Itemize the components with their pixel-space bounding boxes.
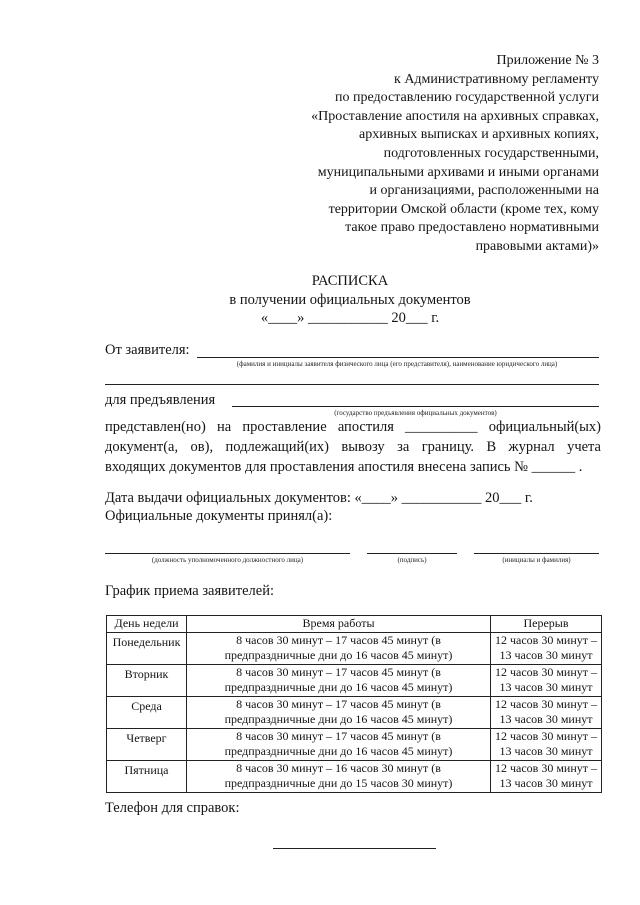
day-cell: Четверг (107, 728, 187, 760)
break-line: 12 часов 30 минут – (494, 696, 598, 711)
break-cell (491, 632, 602, 664)
table-header-row (107, 616, 602, 633)
header-line: «Проставление апостиля на архивных справках, (311, 108, 599, 124)
hours-line: предпраздничные дни до 16 часов 45 минут) (224, 680, 453, 694)
day-cell: Вторник (107, 664, 187, 696)
table-row (107, 728, 602, 760)
header-line: по предоставлению государственной услуги (335, 90, 599, 106)
applicant-label: От заявителя: (105, 342, 190, 358)
hours-line: предпраздничные дни до 16 часов 45 минут) (224, 744, 453, 758)
signature-field-line[interactable] (367, 553, 457, 554)
table-row (107, 664, 602, 696)
column-header-break: Перерыв (491, 616, 602, 633)
presentation-caption: (государство предъявления официальных документов) (334, 409, 497, 417)
break-cell (491, 760, 602, 792)
break-line: 13 часов 30 минут (499, 712, 593, 726)
header-line: к Административному регламенту (394, 71, 599, 87)
phone-field-line[interactable] (273, 848, 436, 849)
position-caption: (должность уполномоченного должностного лица) (151, 556, 304, 564)
break-cell (491, 696, 602, 728)
schedule-heading: График приема заявителей: (105, 583, 274, 599)
presentation-field-line[interactable] (232, 406, 599, 407)
hours-line: предпраздничные дни до 16 часов 45 минут) (224, 712, 453, 726)
table-row (107, 632, 602, 664)
phone-label: Телефон для справок: (105, 800, 240, 816)
paragraph-line: входящих документов для проставления апостиля внесена запись № ______ . (105, 459, 583, 475)
hours-line: 8 часов 30 минут – 17 часов 45 минут (в (236, 632, 441, 647)
document-date: «____» ___________ 20___ г. (260, 310, 440, 326)
day-cell: Понедельник (107, 632, 187, 664)
hours-line: 8 часов 30 минут – 17 часов 45 минут (в (236, 728, 441, 743)
table-row (107, 696, 602, 728)
break-cell (491, 728, 602, 760)
header-line: такое право предоставлено нормативными (345, 220, 599, 236)
break-line: 12 часов 30 минут – (494, 728, 598, 743)
header-line: и организациями, расположенными на (369, 183, 599, 199)
document-title: РАСПИСКА (311, 273, 389, 289)
hours-cell (187, 760, 491, 792)
day-cell: Среда (107, 696, 187, 728)
submission-paragraph (105, 417, 601, 477)
applicant-field-line[interactable] (197, 357, 599, 358)
column-header-hours: Время работы (187, 616, 491, 633)
header-line: архивных выписках и архивных копиях, (359, 127, 599, 143)
header-line: территории Омской области (кроме тех, кому (328, 201, 599, 217)
schedule-table (106, 615, 602, 793)
break-line: 12 часов 30 минут – (494, 760, 598, 775)
header-line: подготовленных государственными, (383, 145, 599, 161)
break-line: 13 часов 30 минут (499, 744, 593, 758)
header-line: муниципальными архивами и иными органами (317, 164, 599, 180)
name-caption: (инициалы и фамилия) (502, 556, 571, 564)
break-line: 12 часов 30 минут – (494, 632, 598, 647)
column-header-day: День недели (107, 616, 187, 633)
break-line: 13 часов 30 минут (499, 648, 593, 662)
break-line: 13 часов 30 минут (499, 680, 593, 694)
header-line: правовыми актами)» (475, 238, 599, 254)
hours-cell (187, 728, 491, 760)
hours-cell (187, 664, 491, 696)
hours-line: 8 часов 30 минут – 16 часов 30 минут (в (236, 760, 441, 775)
document-subtitle: в получении официальных документов (229, 292, 471, 308)
day-cell: Пятница (107, 760, 187, 792)
presentation-label: для предъявления (105, 392, 216, 408)
break-line: 13 часов 30 минут (499, 776, 593, 790)
applicant-caption: (фамилия и инициалы заявителя физического лица (его представителя), наименование юридического лица) (236, 360, 558, 368)
name-field-line[interactable] (474, 553, 599, 554)
hours-cell (187, 696, 491, 728)
hours-cell (187, 632, 491, 664)
hours-line: предпраздничные дни до 15 часов 30 минут) (224, 776, 453, 790)
accepted-by-label: Официальные документы принял(а): (105, 508, 333, 524)
hours-line: предпраздничные дни до 16 часов 45 минут) (224, 648, 453, 662)
signature-caption: (подпись) (397, 556, 427, 564)
position-field-line[interactable] (105, 553, 350, 554)
hours-line: 8 часов 30 минут – 17 часов 45 минут (в (236, 696, 441, 711)
hours-line: 8 часов 30 минут – 17 часов 45 минут (в (236, 664, 441, 679)
paragraph-line: документ(а, ов), подлежащий(их) вывозу за границу. В журнал учета (105, 439, 601, 455)
paragraph-line: представлен(но) на проставление апостиля __________ официальный(ых) (105, 419, 601, 435)
break-cell (491, 664, 602, 696)
applicant-field-line-2[interactable] (105, 384, 599, 385)
issue-date-line: Дата выдачи официальных документов: «____» ___________ 20___ г. (105, 490, 533, 506)
header-line: Приложение № 3 (496, 53, 599, 68)
break-line: 12 часов 30 минут – (494, 664, 598, 679)
table-row (107, 760, 602, 792)
appendix-header (311, 52, 599, 257)
